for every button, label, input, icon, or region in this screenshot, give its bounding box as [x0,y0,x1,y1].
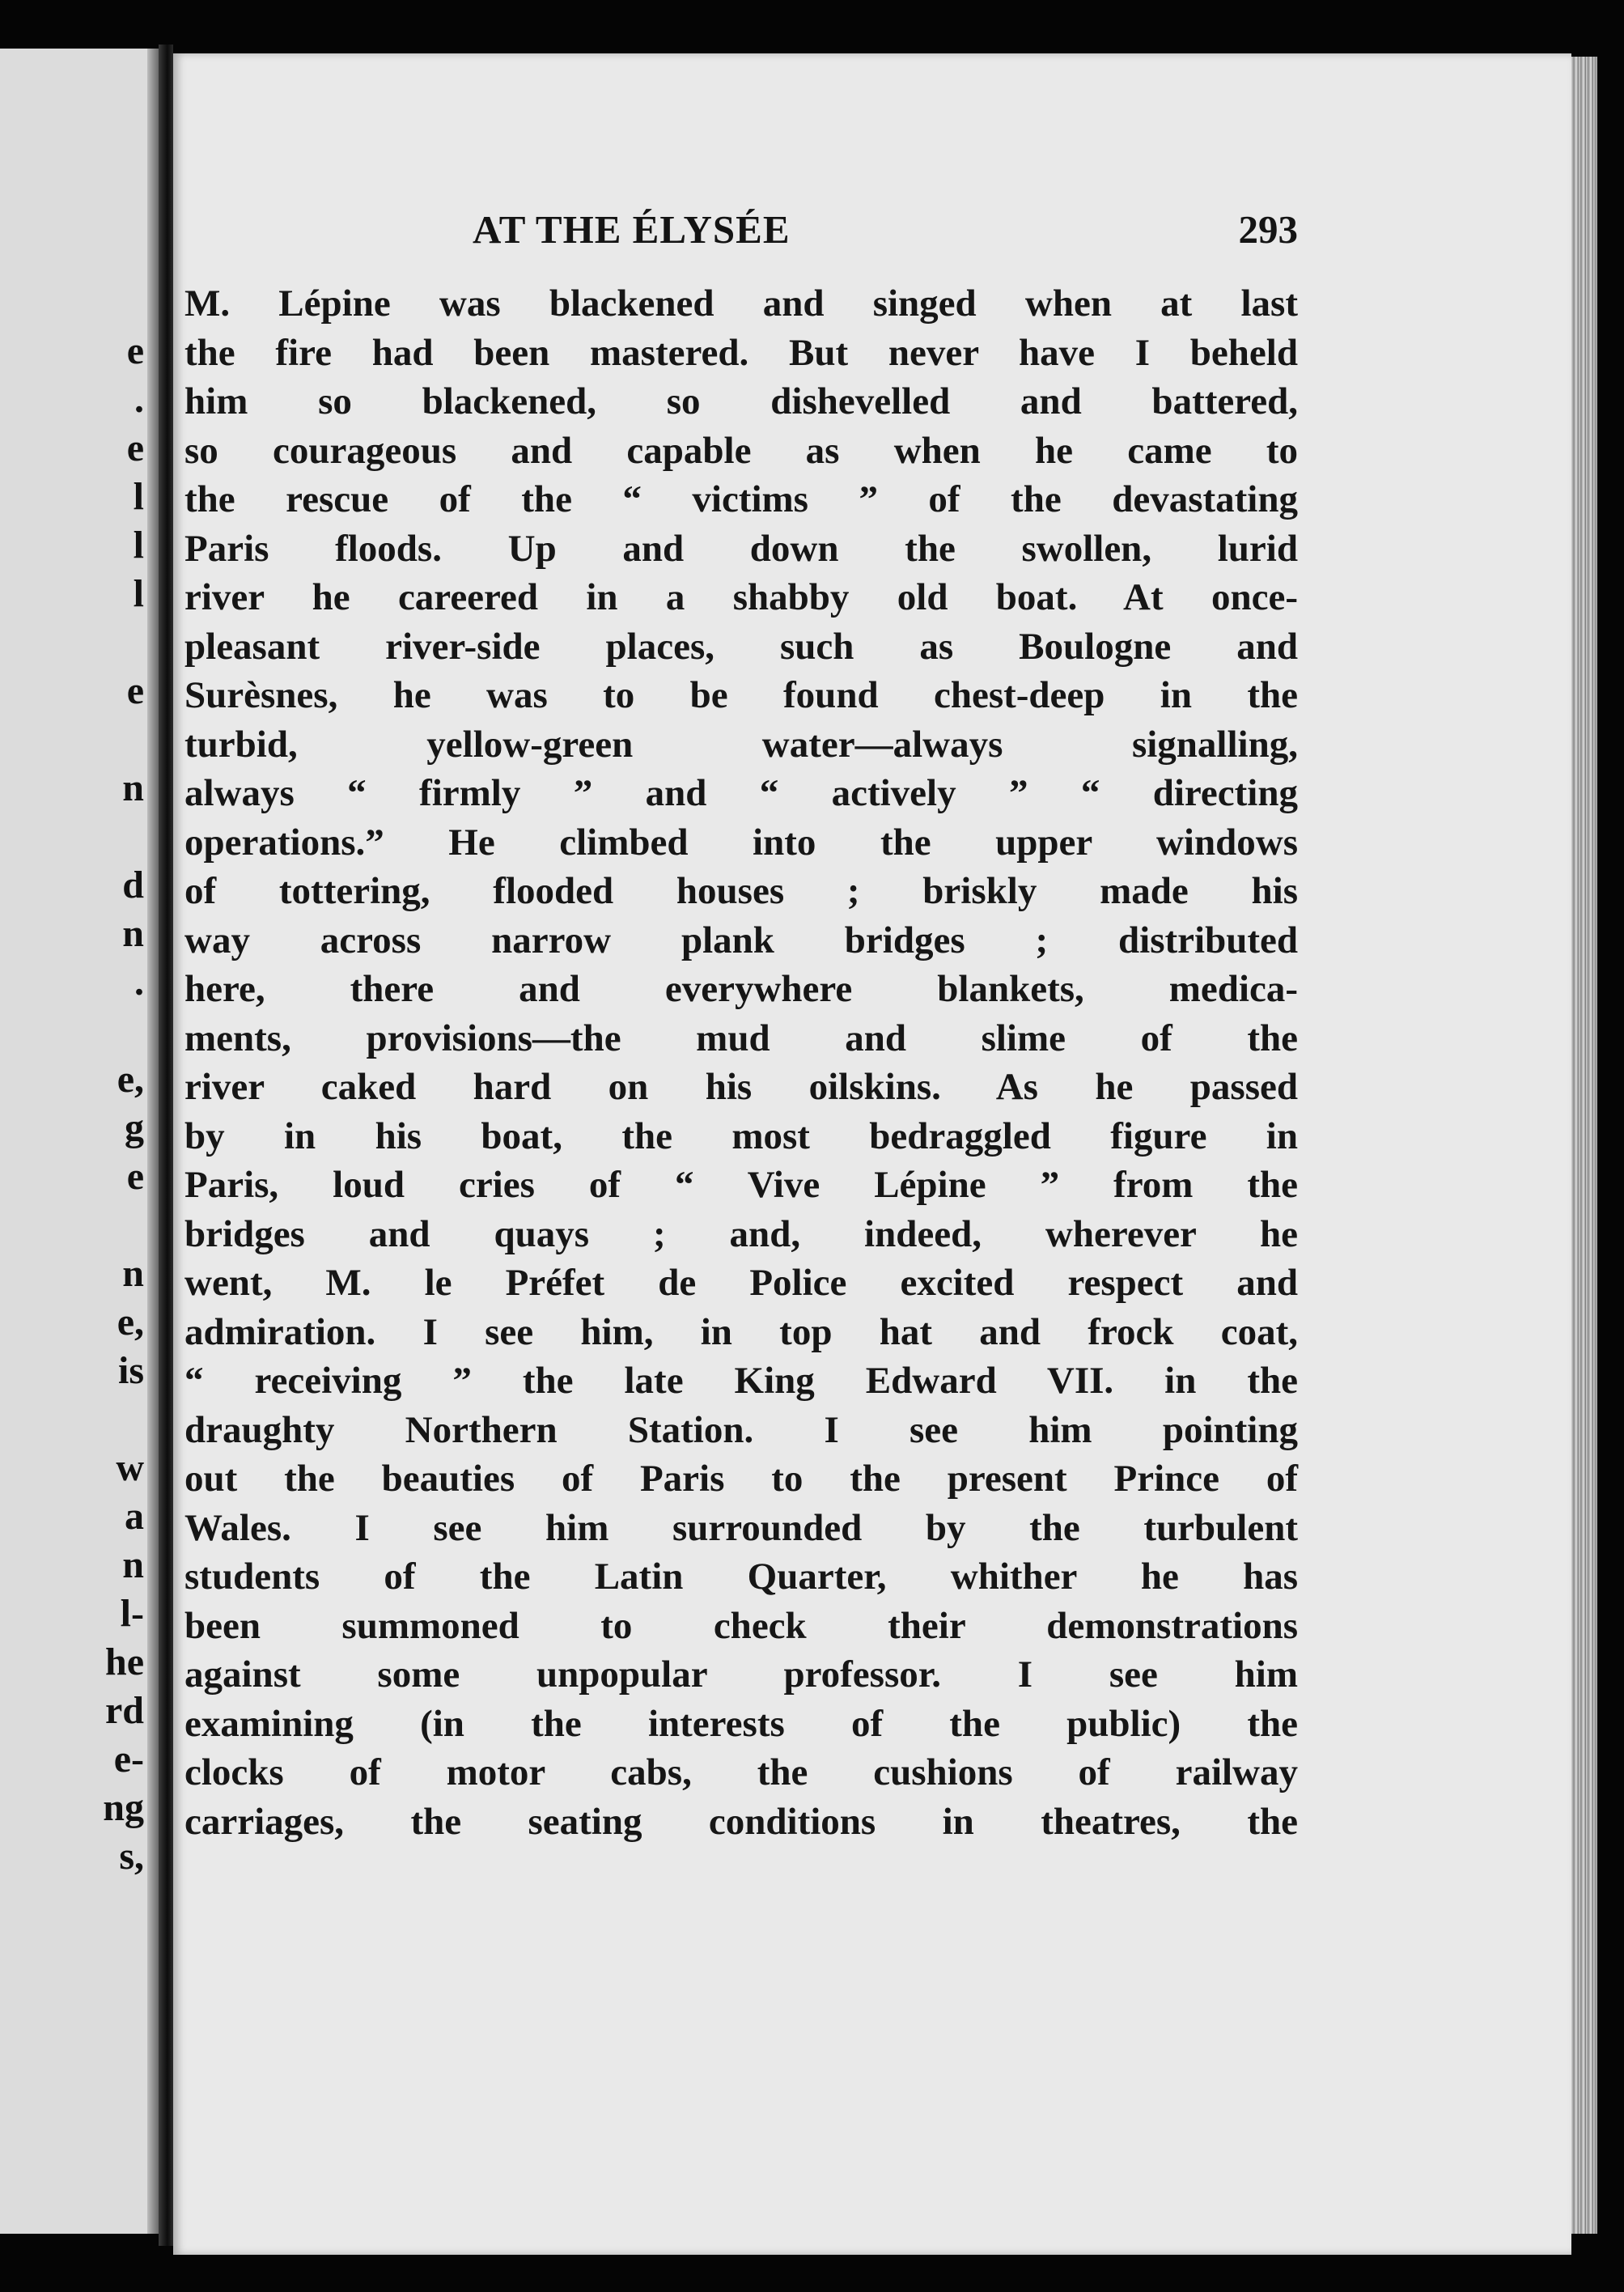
previous-page-fragment: e [126,1155,144,1198]
previous-page-fragment: d [122,864,144,906]
running-head [184,206,1298,263]
previous-page-fragment: l [133,572,144,615]
text-line: the rescue of the “ victims ” of the devastating [184,478,1298,520]
page-number: 293 [1238,207,1298,252]
previous-page-fragment: e, [117,1301,144,1343]
text-line: bridges and quays ; and, indeed, wherever he [184,1212,1298,1255]
text-line: the fire had been mastered. But never have I beheld [184,331,1298,374]
page-stack-edge [1571,57,1597,2234]
text-line: out the beauties of Paris to the present Prince of [184,1458,1298,1500]
previous-page-fragment: n [122,1543,144,1586]
previous-page-fragment: rd [105,1689,144,1732]
text-line: clocks of motor cabs, the cushions of railway [184,1751,1298,1793]
text-line: students of the Latin Quarter, whither he has [184,1556,1298,1598]
text-line: Paris floods. Up and down the swollen, lurid [184,527,1298,570]
previous-page-fragment: ng [103,1786,144,1829]
text-line: against some unpopular professor. I see him [184,1653,1298,1696]
text-line: operations.” He climbed into the upper windows [184,821,1298,864]
previous-page-fragment: e [126,329,144,372]
previous-page-fragment: e- [113,1738,144,1781]
previous-page-fragment: g [125,1106,144,1149]
body-paragraph [184,279,1298,1846]
running-title: AT THE ÉLYSÉE [473,207,791,252]
previous-page-fragment: . [134,961,144,1004]
text-line: always “ firmly ” and “ actively ” “ directing [184,772,1298,814]
text-line: river caked hard on his oilskins. As he passed [184,1066,1298,1108]
text-line: ments, provisions—the mud and slime of the [184,1017,1298,1059]
text-line: Wales. I see him surrounded by the turbulent [184,1506,1298,1549]
previous-page-fragment: n [122,766,144,809]
text-line: pleasant river-side places, such as Boulogne and [184,625,1298,668]
page-gutter-shadow [147,49,159,2234]
text-line: by in his boat, the most bedraggled figure in [184,1114,1298,1157]
book-gutter [159,45,173,2246]
text-line: turbid, yellow-green water—always signalling, [184,723,1298,766]
text-line: “ receiving ” the late King Edward VII. in the [184,1360,1298,1402]
previous-page-fragment: n [122,1252,144,1295]
text-line: him so blackened, so dishevelled and battered, [184,380,1298,422]
text-line: examining (in the interests of the public) the [184,1702,1298,1745]
previous-page-fragment: e [126,427,144,469]
previous-page-fragment: l- [120,1592,144,1635]
previous-page-fragment: n [122,912,144,955]
text-line: been summoned to check their demonstrations [184,1604,1298,1647]
text-line: so courageous and capable as when he came to [184,429,1298,472]
text-line: M. Lépine was blackened and singed when at last [184,282,1298,325]
text-line: draughty Northern Station. I see him pointing [184,1408,1298,1451]
previous-page-fragment: w [116,1446,144,1489]
previous-page-fragment: l [133,524,144,567]
text-line: here, there and everywhere blankets, medica- [184,968,1298,1010]
text-line: of tottering, flooded houses ; briskly made his [184,870,1298,912]
text-line: carriages, the seating conditions in theatres, the [184,1800,1298,1843]
previous-page-fragment: l [133,475,144,518]
text-line: river he careered in a shabby old boat. At once- [184,576,1298,618]
previous-page-edge [0,49,159,2234]
previous-page-fragment: e [126,669,144,712]
previous-page-fragment: s, [119,1835,144,1878]
previous-page-fragment: he [105,1640,144,1683]
text-line: went, M. le Préfet de Police excited respect and [184,1262,1298,1304]
text-line: Paris, loud cries of “ Vive Lépine ” from the [184,1164,1298,1206]
text-line: Surèsnes, he was to be found chest-deep in the [184,674,1298,716]
text-line: admiration. I see him, in top hat and frock coat, [184,1310,1298,1353]
previous-page-fragment: e, [117,1058,144,1101]
text-line: way across narrow plank bridges ; distributed [184,919,1298,961]
previous-page-fragment: a [125,1495,144,1538]
previous-page-fragment: . [134,378,144,421]
previous-page-fragment: is [117,1349,144,1392]
